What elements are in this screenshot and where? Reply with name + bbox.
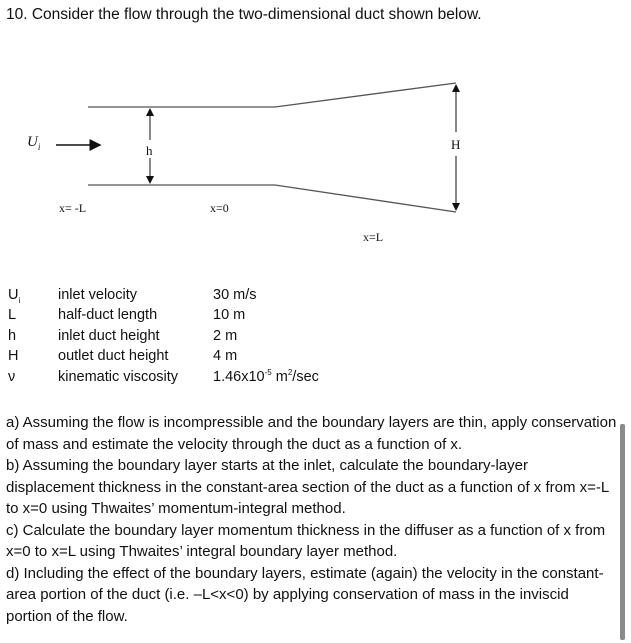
questions <box>6 412 618 627</box>
param-row: h inlet duct height 2 m <box>8 328 238 344</box>
duct-bottom-wall <box>88 185 456 212</box>
question-a: a) Assuming the flow is incompressible and the boundary layers are thin, apply conservation of mass and estimate the velocity through the duct as a function of x. <box>6 414 617 453</box>
x-minus-L-label: x= -L <box>59 201 87 215</box>
duct-diagram <box>0 0 631 260</box>
param-row: $U_i$ inlet velocity 30 m/s <box>8 287 257 305</box>
problem-title: 10. Consider the flow through the two-dimensional duct shown below. <box>6 6 482 23</box>
x-L-label: x=L <box>363 230 384 244</box>
duct-top-wall <box>88 83 456 107</box>
ui-label: $U_i$ <box>27 134 41 152</box>
param-row: ν kinematic viscosity $1.46x10^{-5}$ $m^2/\sec$ <box>8 368 319 385</box>
h-label: h <box>146 143 153 158</box>
param-row: L half-duct length 10 m <box>8 307 246 323</box>
x-zero-label: x=0 <box>210 201 229 215</box>
param-row: H outlet duct height 4 m <box>8 348 238 364</box>
question-c: c) Calculate the boundary layer momentum thickness in the diffuser as a function of x from x=0 to x=L using Thwaites’ integral boundary layer method. <box>6 521 606 560</box>
scrollbar[interactable] <box>620 424 625 640</box>
H-label: H <box>451 137 461 152</box>
question-d: d) Including the effect of the boundary layers, estimate (again) the velocity in the constant-area portion of the duct (i.e. –L<x<0) by applying conservation of mass in the inviscid portion of the flow. <box>6 564 604 625</box>
question-b: b) Assuming the boundary layer starts at the inlet, calculate the boundary-layer displacement thickness in the constant-area section of the duct as a function of x from x=-L to x=0 using Thwaites’ momentum-integral method. <box>6 457 609 517</box>
